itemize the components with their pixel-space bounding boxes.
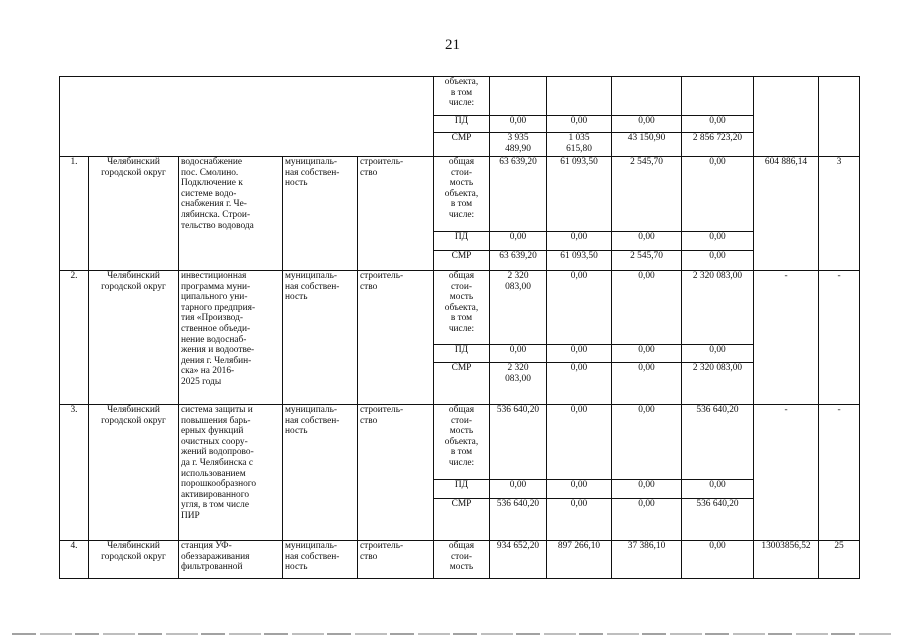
extra-cell: - bbox=[754, 271, 819, 405]
table-row bbox=[60, 157, 860, 232]
value-cell: 0,00 bbox=[682, 116, 754, 133]
value-cell: 43 150,90 bbox=[612, 133, 682, 157]
value-cell: 0,00 bbox=[612, 499, 682, 541]
value-cell: 0,00 bbox=[490, 480, 547, 499]
ownership-cell: муниципаль- ная собствен- ность bbox=[283, 271, 358, 405]
value-cell: 2 856 723,20 bbox=[682, 133, 754, 157]
value-cell: 2 320 083,00 bbox=[490, 271, 547, 345]
value-cell: 0,00 bbox=[547, 480, 612, 499]
value-cell: 0,00 bbox=[547, 116, 612, 133]
extra-cell: 3 bbox=[819, 157, 860, 271]
value-cell: 0,00 bbox=[612, 480, 682, 499]
value-cell: 0,00 bbox=[490, 345, 547, 363]
value-cell: 63 639,20 bbox=[490, 251, 547, 271]
work-type-cell: строитель- ство bbox=[358, 271, 434, 405]
value-cell: 3 935 489,90 bbox=[490, 133, 547, 157]
value-cell: 2 545,70 bbox=[612, 251, 682, 271]
value-cell: 897 266,10 bbox=[547, 541, 612, 579]
object-cell: водоснабжение пос. Смолино. Подключение к системе водо- снабжения г. Че- лябинска. Строи- тельство водовода bbox=[179, 157, 283, 271]
value-cell: 536 640,20 bbox=[490, 405, 547, 480]
extra-cell: - bbox=[819, 271, 860, 405]
value-cell: 2 320 083,00 bbox=[490, 363, 547, 405]
work-type-cell: строитель- ство bbox=[358, 157, 434, 271]
table-row bbox=[60, 271, 860, 345]
value-cell: 61 093,50 bbox=[547, 251, 612, 271]
value-cell: 2 320 083,00 bbox=[682, 363, 754, 405]
cost-label-cell: общая стои- мость bbox=[434, 541, 490, 579]
row-number: 1. bbox=[60, 157, 89, 271]
district-cell: Челябинский городской округ bbox=[89, 541, 179, 579]
value-cell: 0,00 bbox=[547, 232, 612, 251]
cost-label-cell: общая стои- мость объекта, в том числе: bbox=[434, 405, 490, 480]
value-cell: 536 640,20 bbox=[682, 405, 754, 480]
value-cell: 0,00 bbox=[682, 251, 754, 271]
value-cell: 0,00 bbox=[612, 232, 682, 251]
continuation-empty-cell bbox=[60, 77, 434, 157]
object-cell: инвестиционная программа муни- ципального уни- тарного предприя- тия «Производ- ственное объеди- нение водоснаб- жения и водоотве- дения г. Челябин- ска» на 2016- 2025 годы bbox=[179, 271, 283, 405]
row-number: 4. bbox=[60, 541, 89, 579]
value-cell: 0,00 bbox=[612, 271, 682, 345]
value-cell: 0,00 bbox=[490, 116, 547, 133]
value-cell bbox=[612, 77, 682, 116]
value-cell: 0,00 bbox=[490, 232, 547, 251]
district-cell: Челябинский городской округ bbox=[89, 157, 179, 271]
value-cell: 0,00 bbox=[682, 157, 754, 232]
value-cell bbox=[547, 77, 612, 116]
pd-label: ПД bbox=[434, 232, 490, 251]
investment-objects-table bbox=[59, 76, 860, 579]
value-cell: 1 035 615,80 bbox=[547, 133, 612, 157]
ownership-cell: муниципаль- ная собствен- ность bbox=[283, 405, 358, 541]
object-cell: система защиты и повышения барь- ерных функций очистных соору- жений водопрово- да г. Челябинска с использованием порошкообразного активированного угля, в том числе ПИР bbox=[179, 405, 283, 541]
smr-label: СМР bbox=[434, 133, 490, 157]
value-cell: 37 386,10 bbox=[612, 541, 682, 579]
smr-label: СМР bbox=[434, 363, 490, 405]
row-number: 3. bbox=[60, 405, 89, 541]
value-cell: 0,00 bbox=[547, 405, 612, 480]
value-cell: 61 093,50 bbox=[547, 157, 612, 232]
ownership-cell: муниципаль- ная собствен- ность bbox=[283, 157, 358, 271]
value-cell: 0,00 bbox=[547, 271, 612, 345]
value-cell: 934 652,20 bbox=[490, 541, 547, 579]
smr-label: СМР bbox=[434, 499, 490, 541]
extra-cell: 25 bbox=[819, 541, 860, 579]
pd-label: ПД bbox=[434, 345, 490, 363]
extra-cell bbox=[819, 77, 860, 157]
extra-cell: 13003856,52 bbox=[754, 541, 819, 579]
table-row bbox=[60, 541, 860, 579]
table-row bbox=[60, 405, 860, 480]
value-cell: 0,00 bbox=[682, 345, 754, 363]
value-cell bbox=[490, 77, 547, 116]
row-number: 2. bbox=[60, 271, 89, 405]
work-type-cell: строитель- ство bbox=[358, 541, 434, 579]
district-cell: Челябинский городской округ bbox=[89, 405, 179, 541]
smr-label: СМР bbox=[434, 251, 490, 271]
value-cell: 0,00 bbox=[682, 541, 754, 579]
extra-cell: - bbox=[819, 405, 860, 541]
value-cell: 2 545,70 bbox=[612, 157, 682, 232]
value-cell: 536 640,20 bbox=[490, 499, 547, 541]
value-cell: 0,00 bbox=[547, 499, 612, 541]
extra-cell: 604 886,14 bbox=[754, 157, 819, 271]
value-cell: 536 640,20 bbox=[682, 499, 754, 541]
object-cell: станция УФ- обеззараживания фильтрованной bbox=[179, 541, 283, 579]
page-number: 21 bbox=[445, 37, 460, 53]
continuation-row bbox=[60, 77, 860, 116]
extra-cell bbox=[754, 77, 819, 157]
cost-label-cell: общая стои- мость объекта, в том числе: bbox=[434, 157, 490, 232]
value-cell bbox=[682, 77, 754, 116]
value-cell: 0,00 bbox=[612, 363, 682, 405]
value-cell: 63 639,20 bbox=[490, 157, 547, 232]
cost-label-cell: общая стои- мость объекта, в том числе: bbox=[434, 271, 490, 345]
ownership-cell: муниципаль- ная собствен- ность bbox=[283, 541, 358, 579]
work-type-cell: строитель- ство bbox=[358, 405, 434, 541]
value-cell: 0,00 bbox=[682, 232, 754, 251]
cost-label-cell: объекта, в том числе: bbox=[434, 77, 490, 116]
value-cell: 0,00 bbox=[682, 480, 754, 499]
pd-label: ПД bbox=[434, 116, 490, 133]
value-cell: 0,00 bbox=[612, 116, 682, 133]
pd-label: ПД bbox=[434, 480, 490, 499]
value-cell: 0,00 bbox=[547, 363, 612, 405]
district-cell: Челябинский городской округ bbox=[89, 271, 179, 405]
extra-cell: - bbox=[754, 405, 819, 541]
scan-edge-divider bbox=[12, 633, 892, 635]
value-cell: 0,00 bbox=[547, 345, 612, 363]
value-cell: 0,00 bbox=[612, 405, 682, 480]
value-cell: 0,00 bbox=[612, 345, 682, 363]
value-cell: 2 320 083,00 bbox=[682, 271, 754, 345]
